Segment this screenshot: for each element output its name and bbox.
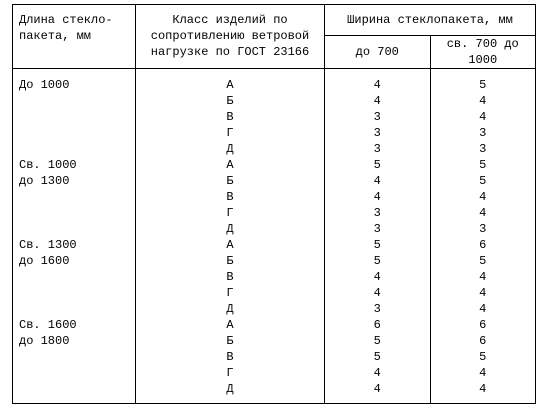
- class-cell: Г: [226, 206, 234, 220]
- value-cell-upto-700: 4: [373, 94, 381, 108]
- value-cell-700-1000: 3: [479, 222, 487, 236]
- value-cell-700-1000: 5: [479, 158, 487, 172]
- class-cell: А: [226, 238, 234, 252]
- value-cell-700-1000: 6: [479, 318, 487, 332]
- class-cell: А: [226, 158, 234, 172]
- value-cell-700-1000: 4: [479, 382, 487, 396]
- value-cell-upto-700: 3: [373, 302, 381, 316]
- length-label: до 1600: [19, 254, 70, 268]
- value-cell-700-1000: 4: [479, 206, 487, 220]
- value-cell-700-1000: 4: [479, 286, 487, 300]
- class-cell: Б: [226, 334, 234, 348]
- length-label: Св. 1600: [19, 318, 77, 332]
- value-cell-upto-700: 5: [373, 334, 381, 348]
- class-cell: Б: [226, 94, 234, 108]
- class-cell: А: [226, 318, 234, 332]
- column-width-700-1000: [430, 69, 536, 404]
- header-length-line: Длина стекло-: [19, 13, 113, 27]
- value-cell-upto-700: 5: [373, 158, 381, 172]
- class-cell: В: [226, 110, 234, 124]
- length-spacer: [13, 109, 135, 125]
- value-cell-upto-700: 3: [373, 142, 381, 156]
- length-spacer: [13, 141, 135, 157]
- class-cell: Г: [226, 286, 234, 300]
- value-cell-upto-700: 3: [373, 222, 381, 236]
- column-class: [136, 69, 325, 404]
- value-cell-700-1000: 5: [479, 350, 487, 364]
- header-class-line: нагрузке по ГОСТ 23166: [150, 45, 310, 59]
- value-cell-upto-700: 5: [373, 350, 381, 364]
- length-spacer: [13, 93, 135, 109]
- class-cell: Д: [226, 382, 234, 396]
- header-length-line: пакета, мм: [19, 29, 92, 43]
- length-spacer: [13, 221, 135, 237]
- header-width-upto-700: до 700: [325, 36, 431, 69]
- length-label: до 1800: [19, 334, 70, 348]
- length-spacer: [13, 285, 135, 301]
- length-spacer: [13, 125, 135, 141]
- class-cell: В: [226, 350, 234, 364]
- class-cell: Д: [226, 302, 234, 316]
- length-label: Св. 1300: [19, 238, 77, 252]
- header-width-700-1000: св. 700 до 1000: [430, 36, 536, 69]
- class-cell: Д: [226, 142, 234, 156]
- class-cell: Г: [226, 366, 234, 380]
- value-cell-upto-700: 4: [373, 78, 381, 92]
- value-cell-700-1000: 5: [479, 254, 487, 268]
- length-spacer: [13, 301, 135, 317]
- header-class-line: Класс изделий по: [172, 13, 288, 27]
- table-header-row: [13, 5, 536, 36]
- glass-unit-spec-table: [12, 4, 536, 404]
- value-cell-upto-700: 5: [373, 238, 381, 252]
- value-cell-upto-700: 4: [373, 366, 381, 380]
- length-spacer: [13, 205, 135, 221]
- class-cell: Д: [226, 222, 234, 236]
- value-cell-700-1000: 4: [479, 366, 487, 380]
- header-width-group: Ширина стеклопакета, мм: [325, 5, 536, 36]
- value-cell-700-1000: 4: [479, 94, 487, 108]
- length-label: до 1300: [19, 174, 70, 188]
- length-spacer: [13, 269, 135, 285]
- class-cell: А: [226, 78, 234, 92]
- value-cell-upto-700: 5: [373, 254, 381, 268]
- value-cell-700-1000: 4: [479, 302, 487, 316]
- value-cell-upto-700: 4: [373, 286, 381, 300]
- value-cell-700-1000: 3: [479, 126, 487, 140]
- class-cell: В: [226, 270, 234, 284]
- value-cell-700-1000: 3: [479, 142, 487, 156]
- value-cell-upto-700: 6: [373, 318, 381, 332]
- column-length: [13, 69, 136, 404]
- value-cell-upto-700: 4: [373, 382, 381, 396]
- value-cell-upto-700: 3: [373, 110, 381, 124]
- class-cell: В: [226, 190, 234, 204]
- value-cell-700-1000: 4: [479, 270, 487, 284]
- header-length: [13, 5, 136, 69]
- length-spacer: [13, 189, 135, 205]
- value-cell-upto-700: 4: [373, 270, 381, 284]
- value-cell-700-1000: 5: [479, 174, 487, 188]
- value-cell-upto-700: 3: [373, 126, 381, 140]
- value-cell-700-1000: 6: [479, 238, 487, 252]
- value-cell-upto-700: 4: [373, 190, 381, 204]
- length-spacer: [13, 349, 135, 365]
- value-cell-700-1000: 6: [479, 334, 487, 348]
- header-class-line: сопротивлению ветровой: [150, 29, 310, 43]
- header-class: [136, 5, 325, 69]
- length-label: Св. 1000: [19, 158, 77, 172]
- value-cell-700-1000: 4: [479, 110, 487, 124]
- value-cell-upto-700: 3: [373, 206, 381, 220]
- length-label: До 1000: [19, 78, 70, 92]
- value-cell-upto-700: 4: [373, 174, 381, 188]
- length-spacer: [13, 365, 135, 381]
- value-cell-700-1000: 4: [479, 190, 487, 204]
- class-cell: Б: [226, 254, 234, 268]
- class-cell: Б: [226, 174, 234, 188]
- table-body-row: [13, 69, 536, 404]
- class-cell: Г: [226, 126, 234, 140]
- value-cell-700-1000: 5: [479, 78, 487, 92]
- column-width-upto-700: [325, 69, 431, 404]
- length-spacer: [13, 381, 135, 397]
